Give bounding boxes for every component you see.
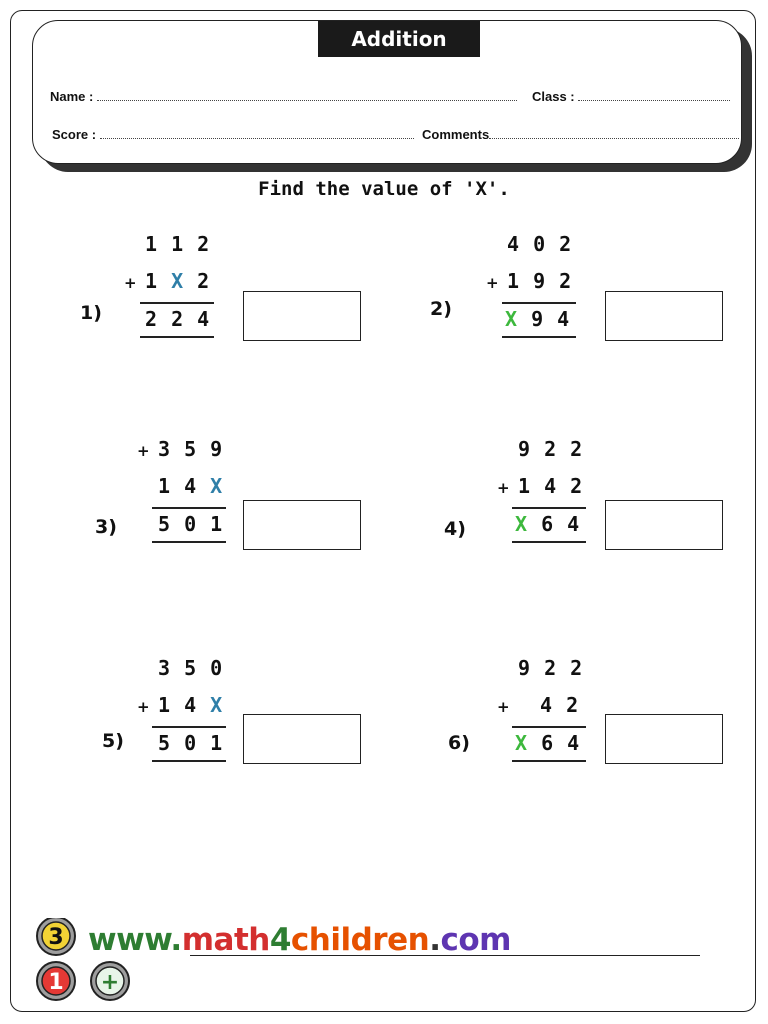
problem-5-plus: + [137,698,150,716]
name-label: Name : [50,89,94,104]
problem-6-label: 6) [448,732,470,754]
problem-4-rule-bottom [512,541,586,543]
problem-2-rule-bottom [502,336,576,338]
problem-3-plus: + [137,442,150,460]
unknown-x: X [210,474,224,498]
name-field[interactable] [50,88,517,104]
problem-1-plus: + [124,274,137,292]
problem-2-answer-box[interactable] [605,291,723,341]
digit: 6 4 [528,731,581,755]
logo-www: www. [88,922,182,958]
logo-4: 4 [269,922,291,958]
badge-plus-text: + [100,970,120,995]
problem-1-label: 1) [80,302,102,324]
score-label: Score : [52,127,97,142]
unknown-x: X [505,307,519,331]
problem-6-rule-top [512,726,586,728]
comments-field[interactable] [422,126,739,142]
problem-1-answer-box[interactable] [243,291,361,341]
problem-5-answer-box[interactable] [243,714,361,764]
problem-3-label: 3) [95,516,117,538]
problem-2-sum [505,307,570,331]
worksheet-title: Addition [318,21,480,57]
badge-1-icon [37,962,75,1000]
badge-1-text: 1 [48,970,64,995]
problem-2-rule-top [502,302,576,304]
digit: 6 4 [528,512,581,536]
problem-5-bottom [158,693,223,717]
class-label: Class : [532,89,575,104]
comments-dotted-line [489,126,739,139]
problem-5-rule-bottom [152,760,226,762]
unknown-x: X [515,731,529,755]
digit: 1 4 [158,693,211,717]
problem-2-plus: + [486,274,499,292]
problem-4-rule-top [512,507,586,509]
score-field[interactable] [52,126,414,142]
badge-3-icon [37,918,75,955]
digit: 2 [184,269,211,293]
problem-3-sum: 5 0 1 [158,512,224,536]
problem-2-label: 2) [430,298,452,320]
problem-1-rule-top [140,302,214,304]
problem-3-answer-box[interactable] [243,500,361,550]
name-dotted-line [97,88,517,101]
problem-1-sum: 2 2 4 [145,307,211,331]
problem-3-rule-bottom [152,541,226,543]
problem-4-sum [515,512,580,536]
problem-4-answer-box[interactable] [605,500,723,550]
class-dotted-line [578,88,730,101]
class-field[interactable] [532,88,730,104]
problem-6-bottom: 4 2 [540,693,580,717]
problem-4-top: 9 2 2 [518,437,584,461]
problem-5-top: 3 5 0 [158,656,224,680]
digit: 9 4 [518,307,571,331]
problem-5-rule-top [152,726,226,728]
problem-3-rule-top [152,507,226,509]
digit: 1 4 [158,474,211,498]
problem-2-top: 4 0 2 [507,232,573,256]
problem-3-top: 3 5 9 [158,437,224,461]
problem-4-plus: + [497,479,510,497]
problem-1-rule-bottom [140,336,214,338]
unknown-x: X [210,693,224,717]
problem-6-top: 9 2 2 [518,656,584,680]
problem-6-plus: + [497,698,510,716]
problem-1-top: 1 1 2 [145,232,211,256]
logo-children: children [290,922,430,958]
unknown-x: X [171,269,185,293]
digit: 1 [145,269,172,293]
problem-4-label: 4) [444,518,466,540]
problem-2-bottom: 1 9 2 [507,269,573,293]
problem-3-bottom [158,474,223,498]
logo-math: math [181,922,270,958]
instruction: Find the value of 'X'. [258,178,510,200]
problem-5-label: 5) [102,730,124,752]
score-dotted-line [100,126,414,139]
unknown-x: X [515,512,529,536]
comments-label: Comments [422,127,490,142]
website-url[interactable] [88,922,511,958]
problem-6-rule-bottom [512,760,586,762]
badge-3-text: 3 [48,925,64,950]
badge-plus-icon [91,962,129,1000]
problem-6-answer-box[interactable] [605,714,723,764]
problem-1-bottom [145,269,210,293]
problem-6-sum [515,731,580,755]
logo-dot: . [429,922,441,958]
problem-4-bottom: 1 4 2 [518,474,584,498]
problem-5-sum: 5 0 1 [158,731,224,755]
logo-com: com [440,922,511,958]
